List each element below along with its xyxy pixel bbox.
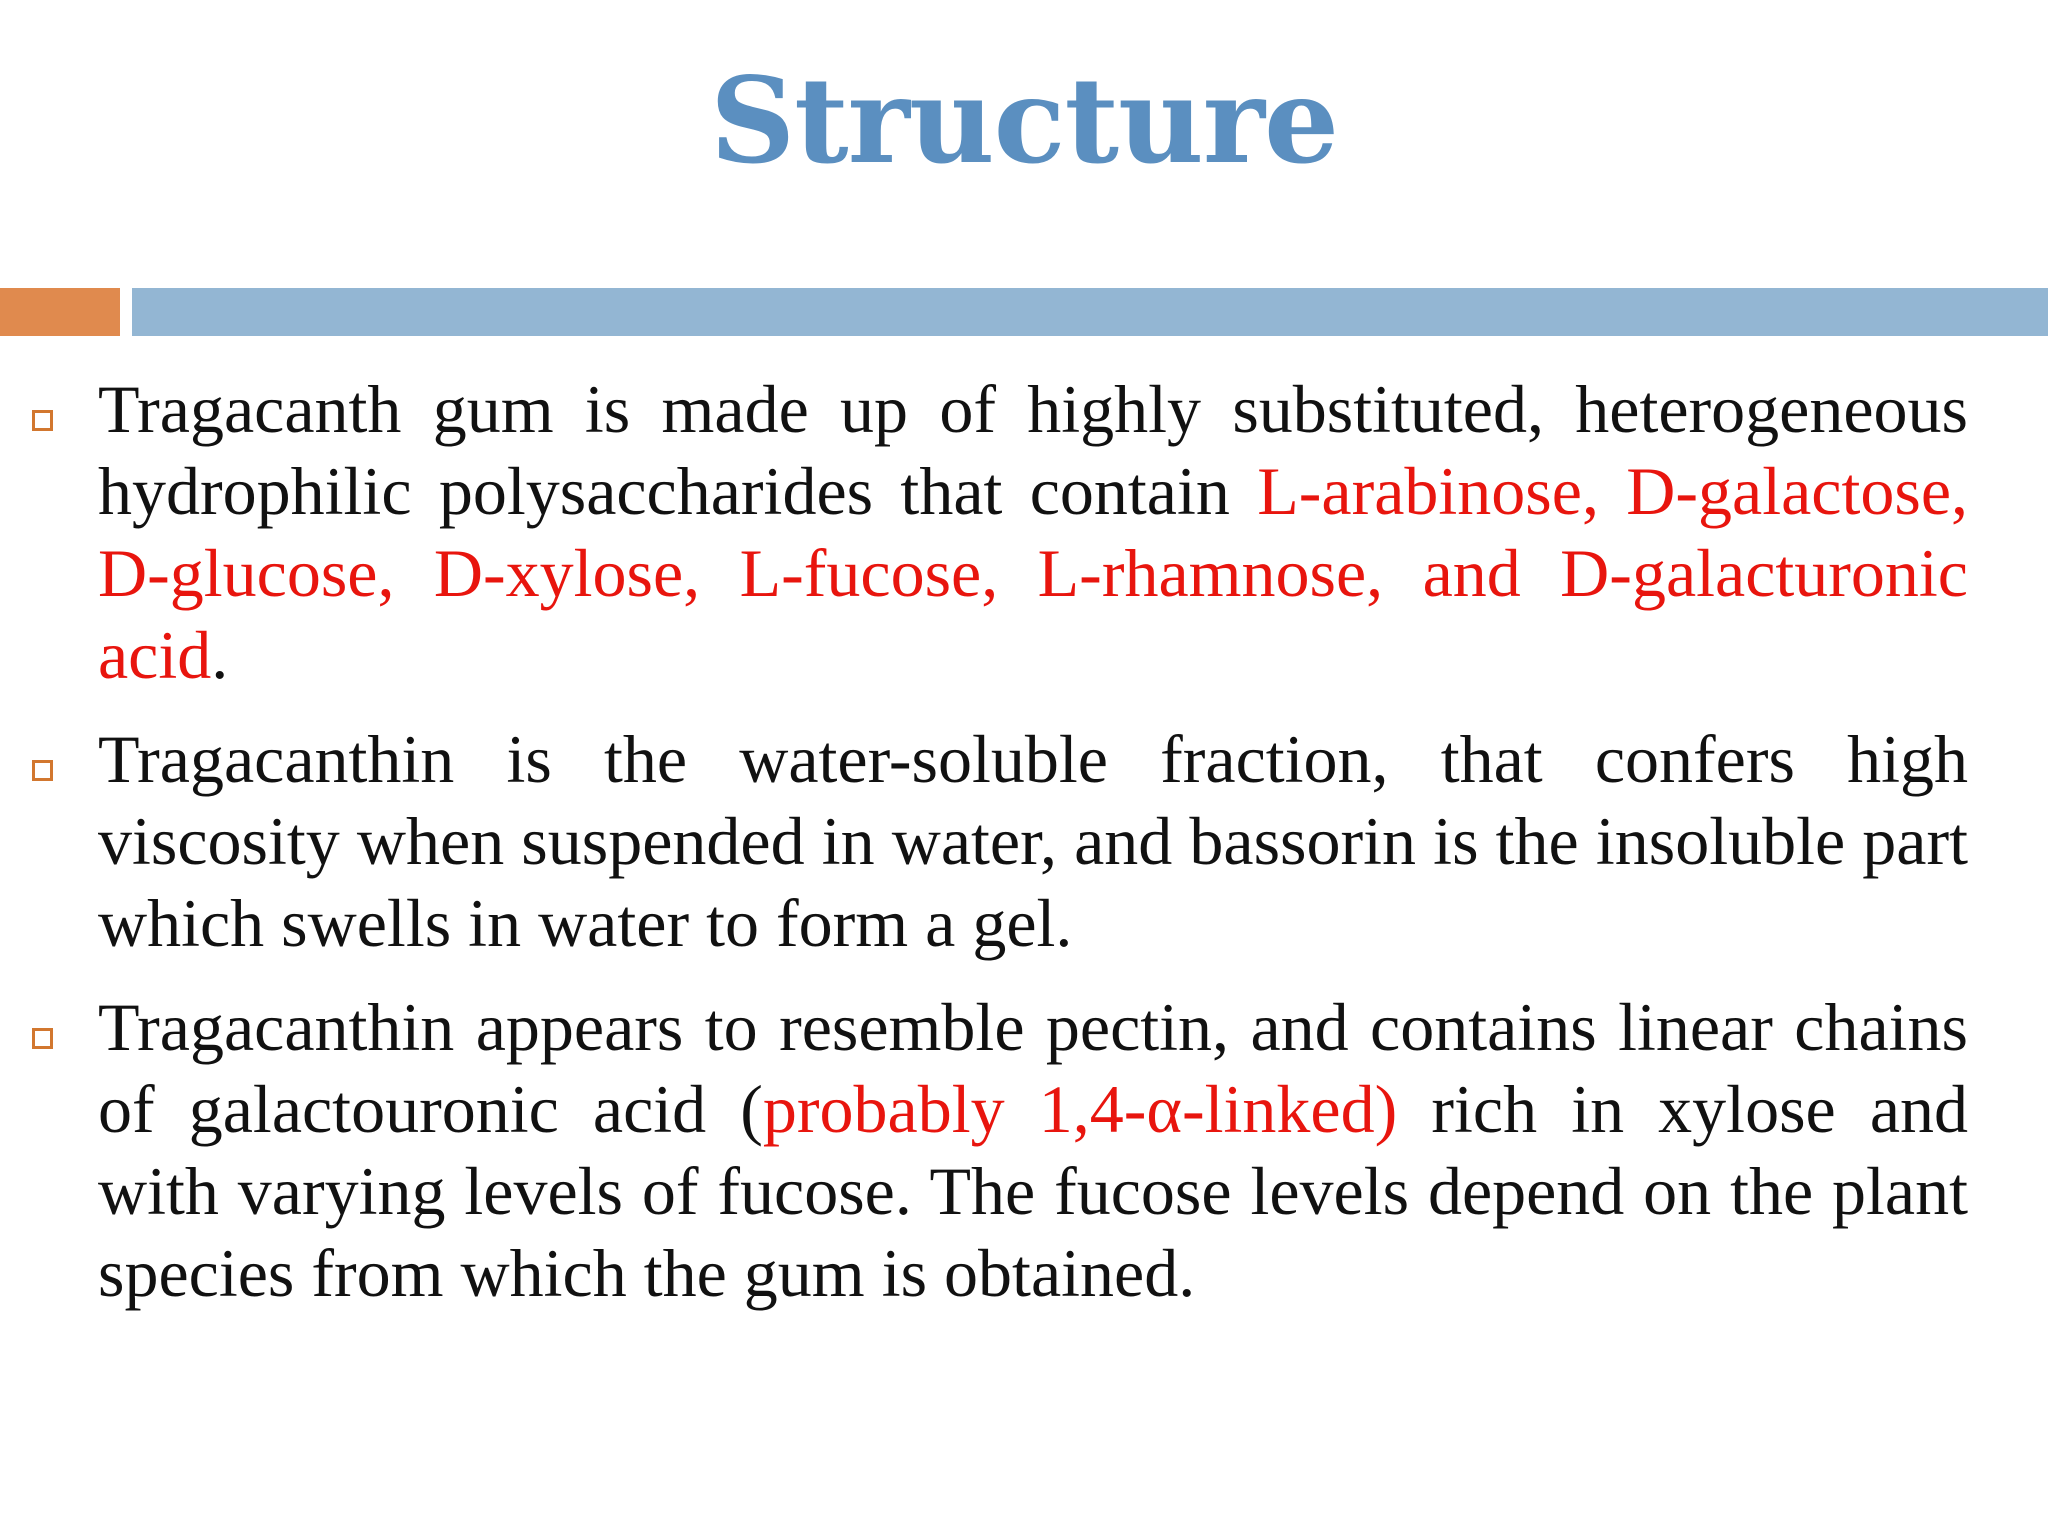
highlighted-text: L-arabinose, D-galactose, D-glucose, D-xylose, L-fucose, L-rhamnose, and D-galacturonic acid [98,453,1969,693]
bullet-text [98,368,1968,696]
square-bullet-icon [32,410,53,431]
title-divider-bar [132,288,2048,336]
bullet-text-segment: . [211,617,229,693]
bullet-text-segment: rich in xylose and with varying levels of fucose. The fucose levels depend on the plant species from which the gum is obtained. [98,1071,1969,1311]
highlighted-text: probably 1,4-α-linked) [762,1071,1398,1147]
square-bullet-icon [32,760,53,781]
bullet-item [0,368,2048,696]
bullet-item [0,718,2048,964]
bullet-text-segment: Tragacanth gum is made up of highly substituted, heterogeneous hydrophilic polysaccharides that contain [98,371,1968,529]
bullet-item [0,986,2048,1314]
bullet-text-segment: Tragacanthin is the water-soluble fraction, that confers high viscosity when suspended in water, and bassorin is the insoluble part which swells in water to form a gel. [98,721,1968,961]
title-accent-bar [0,288,120,336]
bullet-text [98,718,1968,964]
bullet-list [0,368,2048,1336]
square-bullet-icon [32,1028,53,1049]
bullet-text-segment: Tragacanthin appears to resemble pectin, and contains linear chains of galactouronic acid ( [98,989,1968,1147]
bullet-text [98,986,1968,1314]
slide-title: Structure [709,51,1339,190]
